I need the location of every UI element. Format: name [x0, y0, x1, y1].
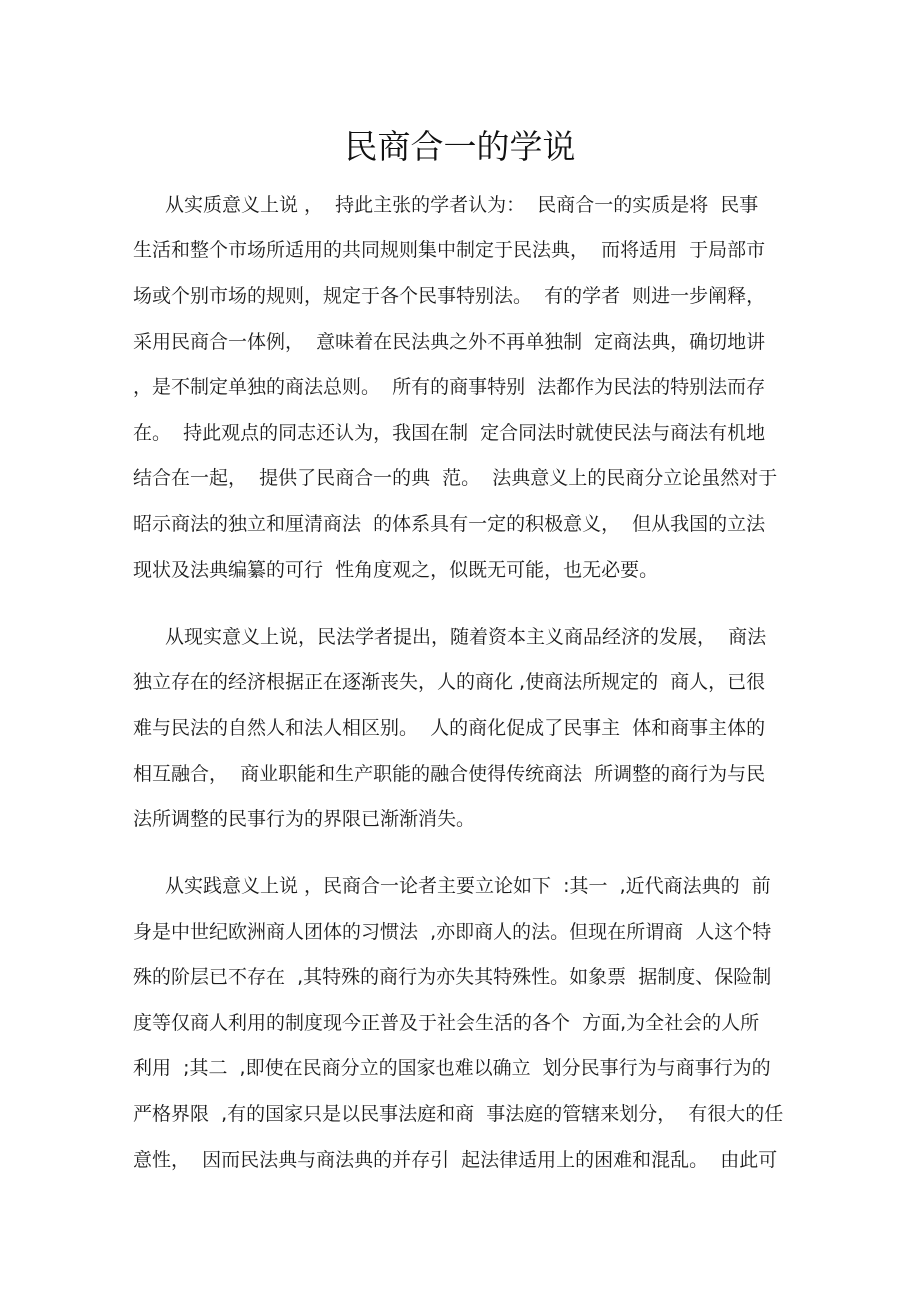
- paragraph-3-line-5: 利用 ;其二 ,即使在民商分立的国家也难以确立 划分民事行为与商事行为的: [133, 1057, 771, 1079]
- paragraph-2-line-2: 独立存在的经济根据正在逐渐丧失，人的商化 ,使商法所规定的 商人，已很: [133, 671, 766, 693]
- paragraph-3-line-3: 殊的阶层已不存在 ,其特殊的商行为亦失其特殊性。如象票 据制度、保险制: [133, 966, 772, 988]
- paragraph-1-line-6: 在。 持此观点的同志还认为，我国在制 定合同法时就使民法与商法有机地: [133, 422, 766, 444]
- paragraph-1-line-5: ，是不制定单独的商法总则。 所有的商事特别 法都作为民法的特别法而存: [133, 376, 766, 398]
- paragraph-1-line-8: 昭示商法的独立和厘清商法 的体系具有一定的积极意义， 但从我国的立法: [133, 513, 766, 535]
- document-title: 民商合一的学说: [344, 127, 576, 166]
- paragraph-3-line-1: 从实践意义上说 ，民商合一论者主要立论如下 :其一 ,近代商法典的 前: [165, 875, 771, 897]
- paragraph-3-line-6: 严格界限 ,有的国家只是以民事法庭和商 事法庭的管辖来划分， 有很大的任: [133, 1103, 784, 1125]
- paragraph-3-line-2: 身是中世纪欧洲商人团体的习惯法 ,亦即商人的法。但现在所谓商 人这个特: [133, 921, 772, 943]
- paragraph-3-line-7: 意性， 因而民法典与商法典的并存引 起法律适用上的困难和混乱。 由此可: [133, 1149, 778, 1171]
- paragraph-1-line-9: 现状及法典编纂的可行 性角度观之，似既无可能，也无必要。: [133, 559, 659, 581]
- paragraph-2-line-5: 法所调整的民事行为的界限已渐渐消失。: [133, 808, 476, 830]
- paragraph-1-line-3: 场或个别市场的规则，规定于各个民事特别法。 有的学者 则进一步阐释，: [133, 285, 766, 307]
- paragraph-2-line-3: 难与民法的自然人和法人相区别。 人的商化促成了民事主 体和商事主体的: [133, 717, 766, 739]
- paragraph-2-line-4: 相互融合， 商业职能和生产职能的融合使得传统商法 所调整的商行为与民: [133, 763, 766, 785]
- paragraph-2-line-1: 从现实意义上说，民法学者提出，随着资本主义商品经济的发展， 商法: [165, 626, 767, 648]
- paragraph-1-line-7: 结合在一起， 提供了民商合一的典 范。 法典意义上的民商分立论虽然对于: [133, 467, 778, 489]
- paragraph-1-line-1: 从实质意义上说 ， 持此主张的学者认为： 民商合一的实质是将 民事: [165, 194, 759, 216]
- paragraph-1-line-2: 生活和整个市场所适用的共同规则集中制定于民法典， 而将适用 于局部市: [133, 239, 766, 261]
- paragraph-3-line-4: 度等仅商人利用的制度现今正普及于社会生活的各个 方面,为全社会的人所: [133, 1012, 760, 1034]
- paragraph-1-line-4: 采用民商合一体例， 意味着在民法典之外不再单独制 定商法典，确切地讲: [133, 331, 766, 353]
